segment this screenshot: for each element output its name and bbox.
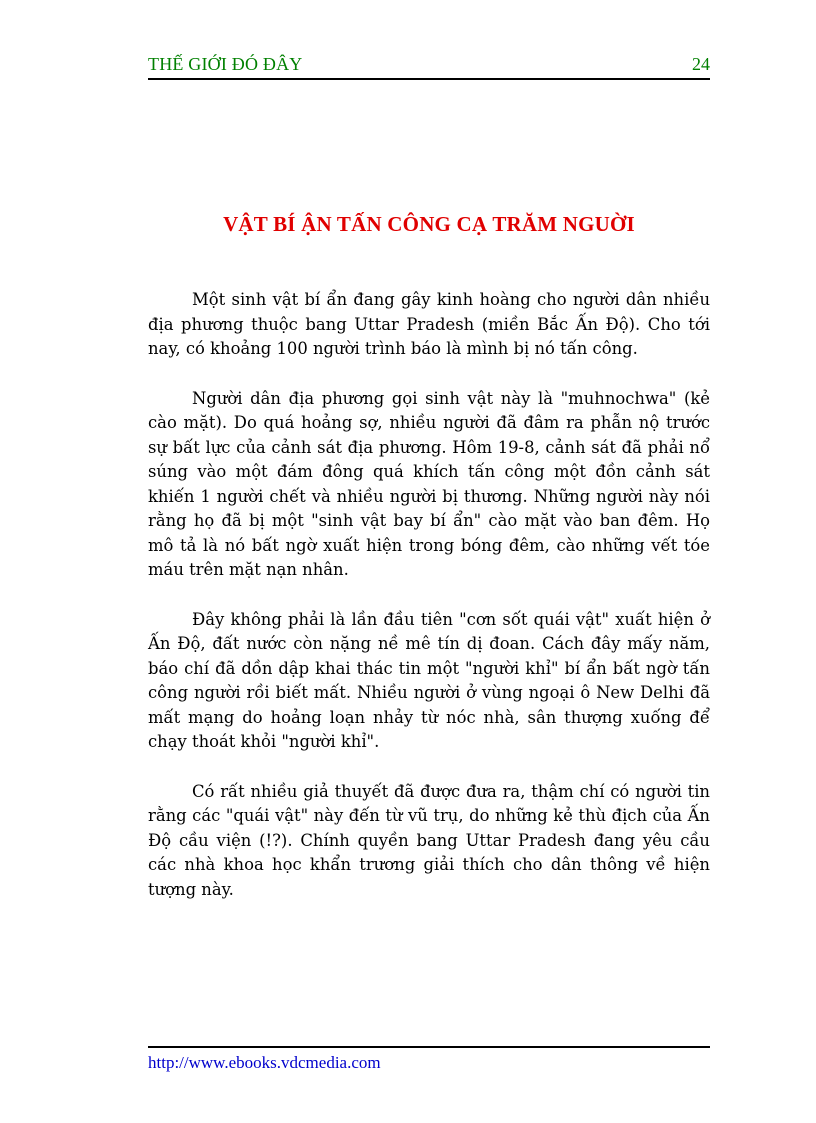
paragraph-1: Một sinh vật bí ẩn đang gây kinh hoàng cho người dân nhiều địa phương thuộc bang Uttar Pradesh (miền Bắc Ấn Độ). Cho tới nay, có khoảng 100 người trình báo là mình bị nó tấn công. [148, 290, 710, 358]
paragraph-4: Có rất nhiều giả thuyết đã được đưa ra, thậm chí có người tin rằng các "quái vật" này đến từ vũ trụ, do những kẻ thù địch của Ấn Độ cầu viện (!?). Chính quyền bang Uttar Pradesh đang yêu cầu các nhà khoa học khẩn trương giải thích cho dân thông về hiện tượng này. [148, 781, 710, 899]
paragraph-2: Người dân địa phương gọi sinh vật này là "muhnochwa" (kẻ cào mặt). Do quá hoảng sợ, nhiều người đã đâm ra phẫn nộ trước sự bất lực của cảnh sát địa phương. Hôm 19-8, cảnh sát đã phải nổ súng vào một đám đông quá khích tấn công một đồn cảnh sát khiến 1 người chết và nhiều người bị thương. Những người này nói rằng họ đã bị một "sinh vật bay bí ẩn" cào mặt vào ban đêm. Họ mô tả là nó bất ngờ xuất hiện trong bóng đêm, cào những vết tóe máu trên mặt nạn nhân. [148, 388, 710, 579]
page-footer [148, 1046, 710, 1073]
paragraph-3: Đây không phải là lần đầu tiên "cơn sốt quái vật" xuất hiện ở Ấn Độ, đất nước còn nặng nề mê tín dị đoan. Cách đây mấy năm, báo chí đã dồn dập khai thác tin một "người khỉ" bí ẩn bất ngờ tấn công người rồi biết mất. Nhiều người ở vùng ngoại ô New Delhi đã mất mạng do hoảng loạn nhảy từ nóc nhà, sân thượng xuống để chạy thoát khỏi "người khỉ". [148, 609, 710, 751]
page-number: 24 [692, 54, 710, 74]
article-title: VẬT BÍ ẬN TẤN CÔNG CẠ TRĂM NGUỜI [223, 212, 635, 236]
footer-link[interactable]: http://www.ebooks.vdcmedia.com [148, 1053, 381, 1072]
page-header [148, 52, 710, 80]
article-body [148, 288, 710, 927]
header-title: THẾ GIỚI ĐÓ ĐÂY [148, 54, 303, 74]
